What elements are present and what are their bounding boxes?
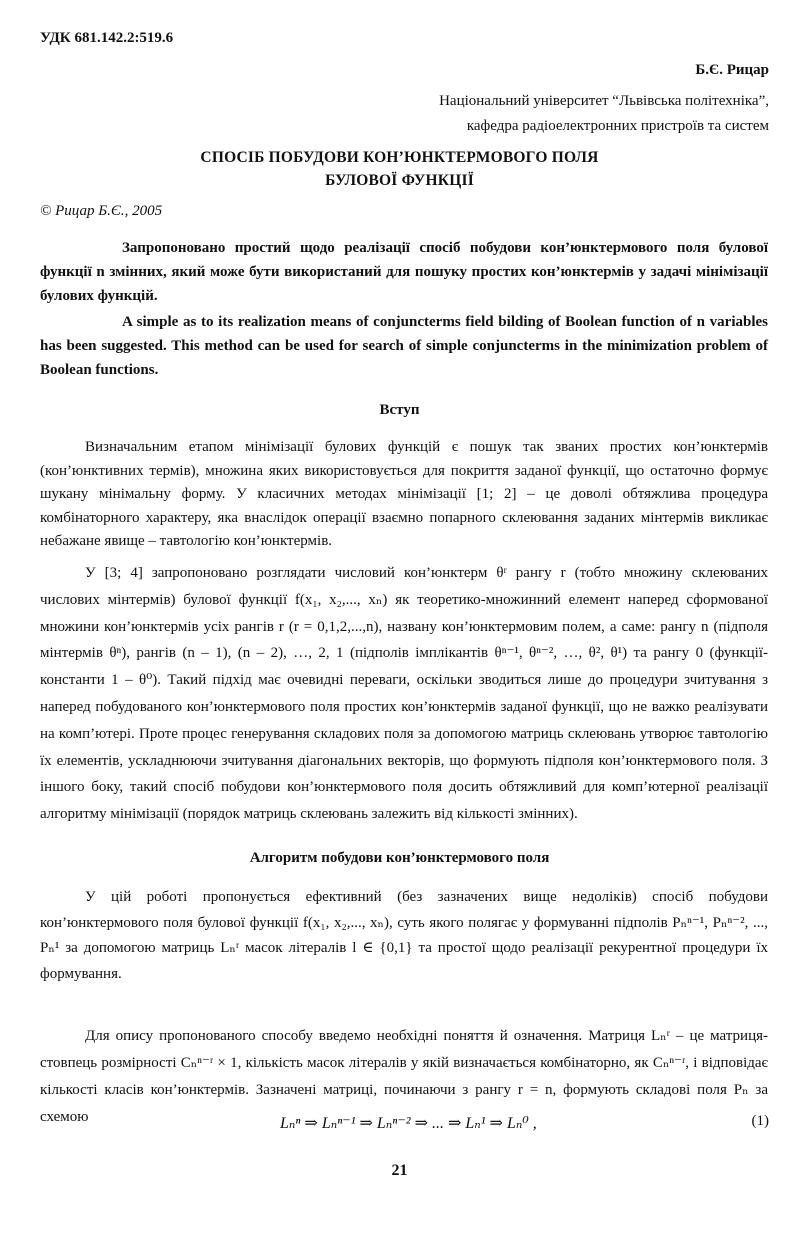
section-heading-introduction: Вступ (379, 402, 420, 418)
affiliation-university: Національний університет “Львівська політехніка”, (439, 93, 769, 109)
section-heading-algorithm: Алгоритм побудови кон’юнктермового поля (249, 850, 550, 866)
copyright-notice: © Рицар Б.Є., 2005 (40, 203, 163, 219)
udk-code: УДК 681.142.2:519.6 (40, 30, 174, 46)
page-number: 21 (391, 1162, 408, 1179)
abstract-english: A simple as to its realization means of conjuncterms field bilding of Boolean function of n variables has been suggested. This method can be used for search of simple conjuncterms in the minimization problem of Boolean functions. (40, 314, 768, 378)
equation-number: (1) (751, 1113, 769, 1129)
intro-paragraph-1: Визначальним етапом мінімізації булових функцій є пошук так званих простих кон’юнктермів (кон’юнктивних термів), множина яких використовується для покриття заданої функції, що остаточно формує шукану мінімальну форму. У класичних методах мінімізації [1; 2] – це доволі обтяжлива процедура комбінаторного характеру, яка внаслідок операції взаємно попарного склеювання заданих мінтермів викликає небажане явище – тавтологію кон’юнктермів. (40, 439, 768, 549)
paper-title-line1: СПОСІБ ПОБУДОВИ КОН’ЮНКТЕРМОВОГО ПОЛЯ (200, 149, 599, 166)
equation-body: Lₙⁿ ⇒ Lₙⁿ⁻¹ ⇒ Lₙⁿ⁻² ⇒ ... ⇒ Lₙ¹ ⇒ Lₙ⁰ , (280, 1115, 537, 1132)
algorithm-paragraph-1: У цій роботі пропонується ефективний (без зазначених вище недоліків) спосіб побудови кон’юнктермового поля булової функції f(x₁, x₂,..., xₙ), суть якого полягає у формуванні підполів Pₙⁿ⁻¹, Pₙⁿ⁻², ..., Pₙ¹ за допомогою матриць Lₙʳ масок літералів l ∈ {0,1} та простої щодо реалізації рекурентної процедури їх формування. (40, 889, 768, 982)
abstract-ukrainian: Запропоновано простий щодо реалізації спосіб побудови кон’юнктермового поля булової функції n змінних, який може бути використаний для пошуку простих кон’юнктермів у задачі мінімізації булових функцій. (40, 240, 768, 304)
paper-title-line2: БУЛОВОЇ ФУНКЦІЇ (325, 172, 474, 189)
affiliation-department: кафедра радіоелектронних пристроїв та систем (466, 118, 769, 134)
intro-paragraph-2: У [3; 4] запропоновано розглядати числовий кон’юнктерм θʳ рангу r (тобто множину склеюваних числових мінтермів) булової функції f(x₁, x₂,..., xₙ) як теоретико-множинний елемент наперед сформованої множини кон’юнктермів усіх рангів r (r = 0,1,2,...,n), названу кон’юнктермовим полем, а саме: рангу n (підполя мінтермів θⁿ), рангів (n – 1), (n – 2), …, 2, 1 (підполів імплікантів θⁿ⁻¹, θⁿ⁻², …, θ², θ¹) та рангу 0 (функції-константи 1 – θ⁰). Такий підхід має очевидні переваги, оскільки зводиться лише до процедури зчитування з наперед побудованого кон’юнктермового поля простих кон’юнктермів заданої функції, що не важко реалізувати на комп’ютері. Проте процес генерування складових поля за допомогою матриць склеювань утворює тавтологію їх елементів, ускладнюючи зчитування діагональних векторів, що формують підполя кон’юнктермового поля. З іншого боку, такий спосіб побудови кон’юнктермового поля досить обтяжливий для комп’ютерної реалізації алгоритму мінімізації (порядок матриць склеювань залежить від кількості змінних). (40, 565, 768, 823)
author-name: Б.Є. Рицар (695, 62, 769, 78)
algorithm-paragraph-2: Для опису пропонованого способу введемо необхідні поняття й означення. Матриця Lₙʳ – це матриця-стовпець розмірності Cₙⁿ⁻ʳ × 1, кількість масок літералів у якій визначається комбінаторно, як Cₙⁿ⁻ʳ, і відповідає кількості класів кон’юнктермів. Зазначені матриці, починаючи з рангу r = n, формують складові поля Pₙ за схемою (40, 1028, 768, 1125)
